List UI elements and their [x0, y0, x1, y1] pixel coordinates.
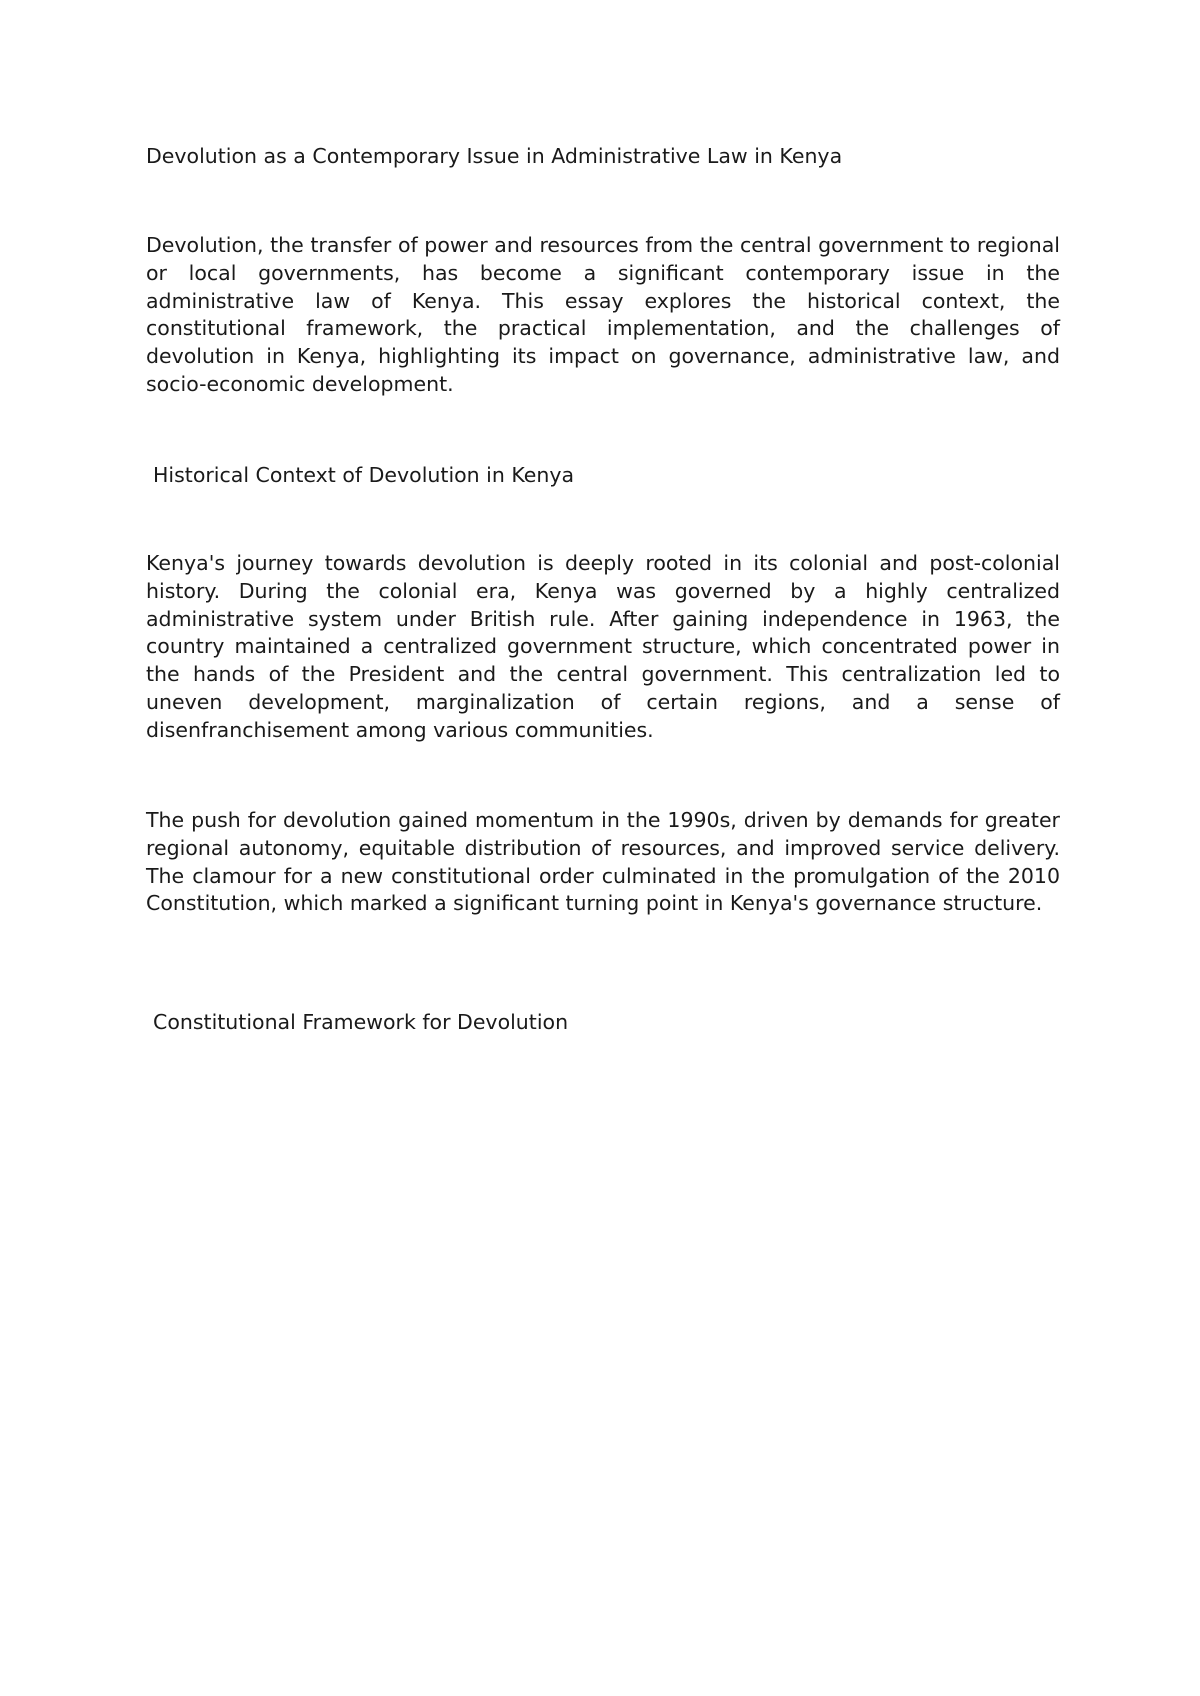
historical-paragraph-1: Kenya's journey towards devolution is deeply rooted in its colonial and post-colonial history. During the colonial era, Kenya was governed by a highly centralized administrative system under British rule. After gaining independence in 1963, the country maintained a centralized government structure, which concentrated power in the hands of the President and the central government. This centralization led to uneven development, marginalization of certain regions, and a sense of disenfranchisement among various communities.	[146, 551, 1060, 742]
document-title: Devolution as a Contemporary Issue in Administrative Law in Kenya	[146, 144, 843, 168]
section-heading-historical-context: Historical Context of Devolution in Kenya	[153, 463, 575, 487]
section-heading-constitutional-framework: Constitutional Framework for Devolution	[153, 1010, 569, 1034]
historical-paragraph-2: The push for devolution gained momentum in the 1990s, driven by demands for greater regional autonomy, equitable distribution of resources, and improved service delivery. The clamour for a new constitutional order culminated in the promulgation of the 2010 Constitution, which marked a significant turning point in Kenya's governance structure.	[146, 808, 1060, 916]
intro-paragraph: Devolution, the transfer of power and resources from the central government to regional or local governments, has become a significant contemporary issue in the administrative law of Kenya. This essay explores the historical context, the constitutional framework, the practical implementation, and the challenges of devolution in Kenya, highlighting its impact on governance, administrative law, and socio-economic development.	[146, 233, 1060, 396]
